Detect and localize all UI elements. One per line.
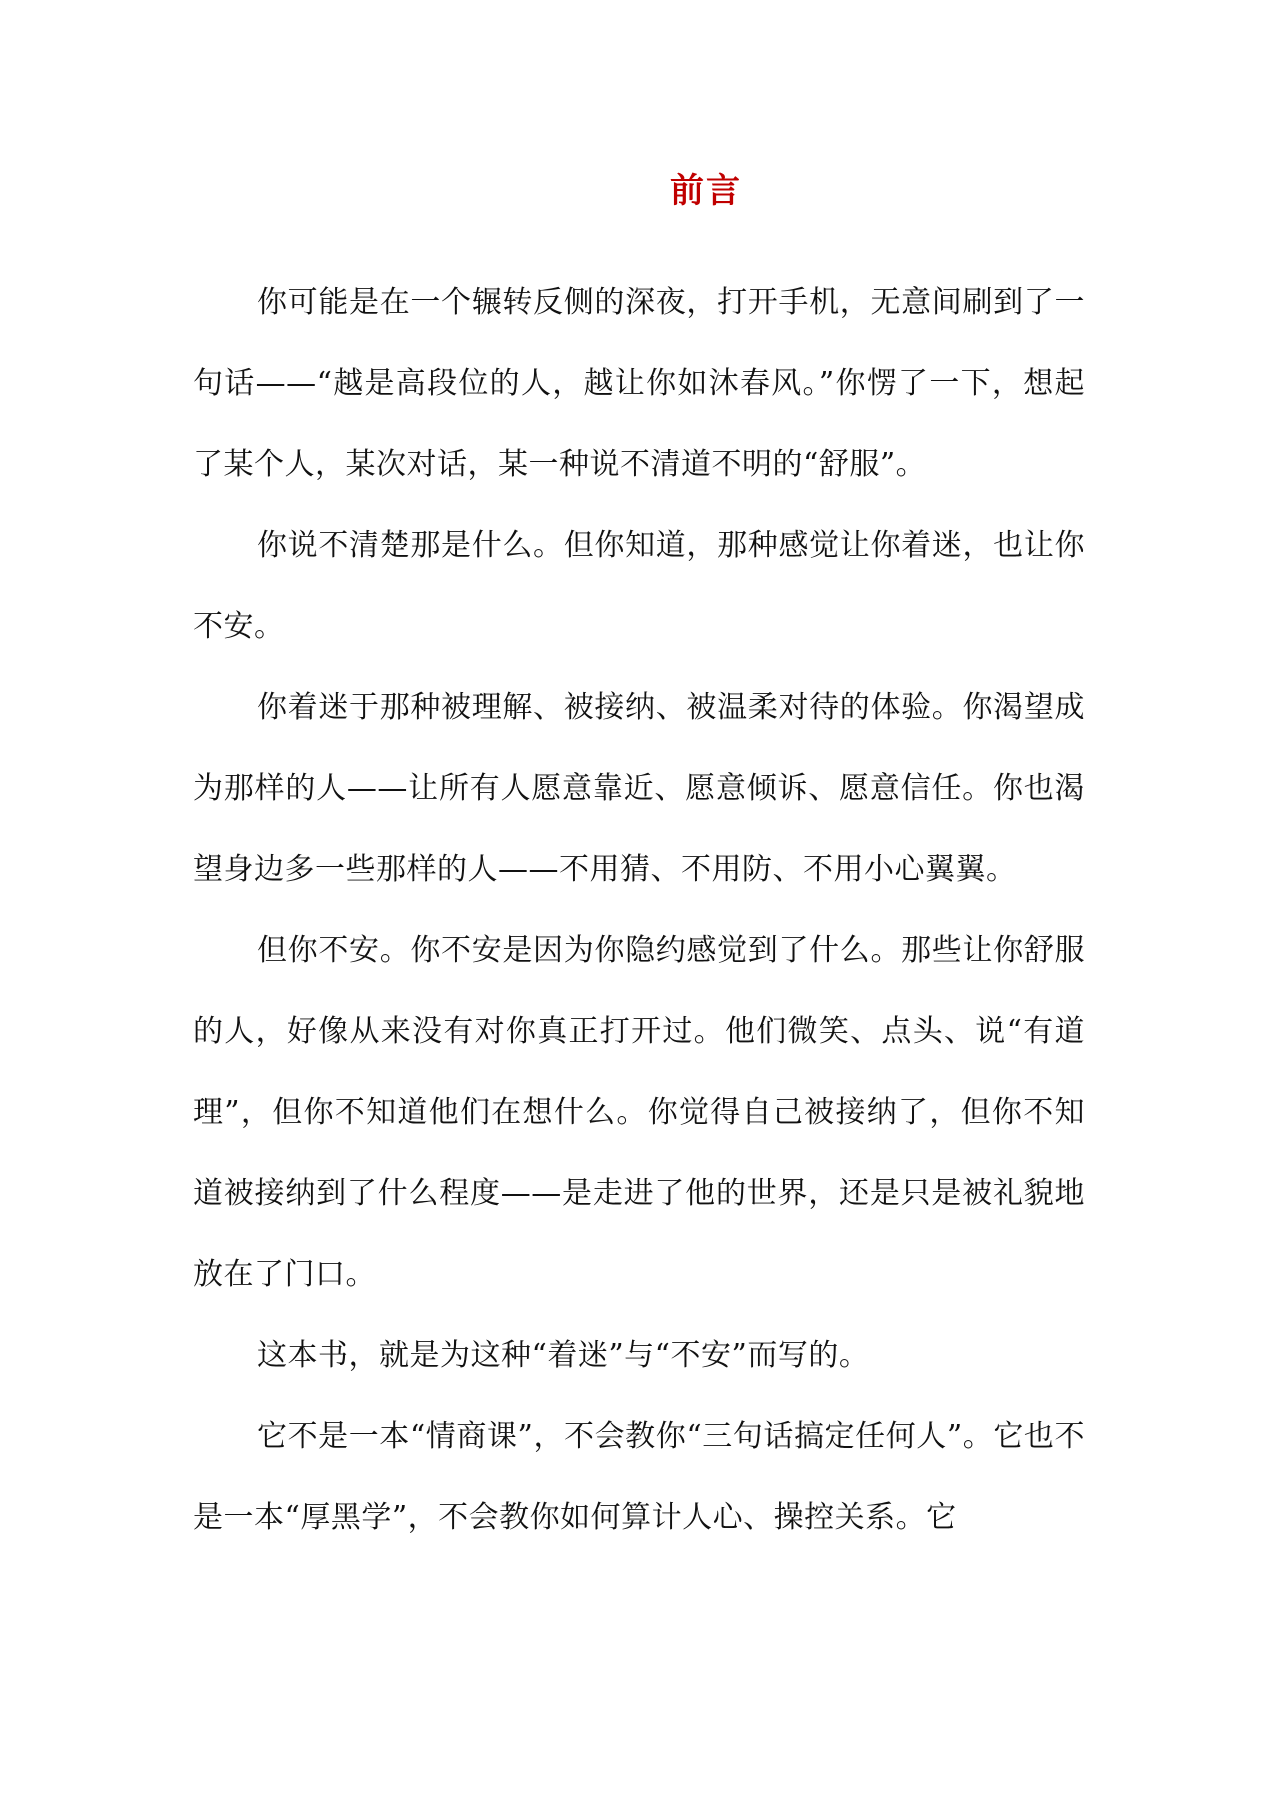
- paragraph: 你说不清楚那是什么。但你知道，那种感觉让你着迷，也让你不安。: [193, 528, 1085, 644]
- page-title: 前言: [670, 171, 742, 211]
- paragraph: 你可能是在一个辗转反侧的深夜，打开手机，无意间刷到了一句话——“越是高段位的人，越让你如沐春风。”你愣了一下，想起了某个人，某次对话，某一种说不清道不明的“舒服”。: [193, 285, 1085, 482]
- paragraph: 它不是一本“情商课”，不会教你“三句话搞定任何人”。它也不是一本“厚黑学”，不会教你如何算计人心、操控关系。它: [193, 1419, 1085, 1535]
- paragraph: 但你不安。你不安是因为你隐约感觉到了什么。那些让你舒服的人，好像从来没有对你真正打开过。他们微笑、点头、说“有道理”，但你不知道他们在想什么。你觉得自己被接纳了，但你不知道被接纳到了什么程度——是走进了他的世界，还是只是被礼貌地放在了门口。: [193, 933, 1085, 1292]
- paragraph: 这本书，就是为这种“着迷”与“不安”而写的。: [257, 1338, 870, 1373]
- body-text: [193, 262, 1085, 1558]
- paragraph: 你着迷于那种被理解、被接纳、被温柔对待的体验。你渴望成为那样的人——让所有人愿意靠近、愿意倾诉、愿意信任。你也渴望身边多一些那样的人——不用猜、不用防、不用小心翼翼。: [193, 690, 1085, 887]
